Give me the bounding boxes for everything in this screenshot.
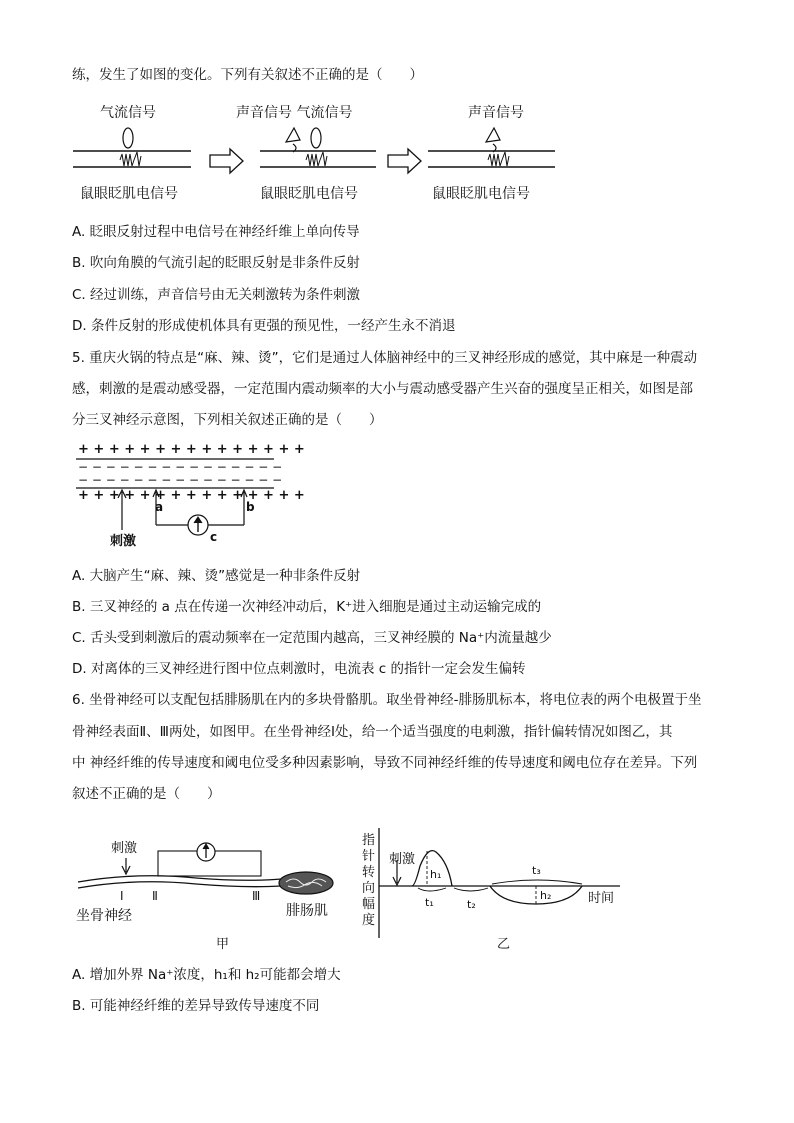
muscle-label: 腓肠肌	[286, 903, 328, 919]
deflection-graph	[360, 826, 660, 952]
option-a: A. 大脑产生“麻、辣、烫”感觉是一种非条件反射	[72, 568, 361, 584]
trigeminal-nerve-figure	[76, 440, 305, 550]
q6-stem-line4: 叙述不正确的是（ ）	[72, 786, 221, 802]
q6-stem-line2: 骨神经表面Ⅱ、Ⅲ两处，如图甲。在坐骨神经Ⅰ处，给一个适当强度的电刺激，指针偏转情况如图乙，其	[72, 724, 673, 740]
x-axis-label: 时间	[588, 891, 615, 906]
option-c: C. 经过训练，声音信号由无关刺激转为条件刺激	[72, 287, 361, 303]
sound-label: 声音信号	[468, 105, 524, 121]
airflow-label: 气流信号	[100, 105, 156, 121]
q5-stem-line3: 分三叉神经示意图，下列相关叙述正确的是（ ）	[72, 412, 383, 428]
y-axis-char: 针	[362, 849, 376, 864]
option-d: D. 对离体的三叉神经进行图中位点刺激时，电流表 c 的指针一定会发生偏转	[72, 661, 526, 677]
figure-caption-yi: 乙	[497, 937, 511, 952]
option-d: D. 条件反射的形成使机体具有更强的预见性，一经产生永不消退	[72, 318, 456, 334]
option-b: B. 三叉神经的 a 点在传递一次神经冲动后，K⁺进入细胞是通过主动运输完成的	[72, 599, 542, 615]
option-b: B. 吹向角膜的气流引起的眨眼反射是非条件反射	[72, 255, 360, 271]
bottom-plus-row: + + + + + + + + + + + + + + +	[78, 488, 305, 503]
blink-signal-label: 鼠眼眨肌电信号	[80, 186, 178, 202]
meter-c-label: c	[210, 530, 218, 544]
y-axis-char: 转	[362, 865, 376, 880]
stimulus-label: 刺激	[110, 534, 137, 549]
q6-stem-line3: 中 神经纤维的传导速度和阈电位受多种因素影响，导致不同神经纤维的传导速度和阈电位存在差异。下列	[72, 755, 698, 771]
q5-stem-line2: 感，刺激的是震动感受器，一定范围内震动频率的大小与震动感受器产生兴奋的强度呈正相关，如图是部	[72, 381, 693, 397]
option-a: A. 增加外界 Na⁺浓度，h₁和 h₂可能都会增大	[72, 967, 341, 983]
electrode-b-label: b	[246, 500, 255, 514]
point-1-label: Ⅰ	[120, 889, 124, 903]
h1-label: h₁	[430, 868, 442, 881]
sound-airflow-label: 声音信号 气流信号	[236, 105, 353, 121]
option-a: A. 眨眼反射过程中电信号在神经纤维上单向传导	[72, 224, 360, 240]
point-2-label: Ⅱ	[152, 889, 158, 903]
minus-row-1: − − − − − − − − − − − − − − −	[78, 460, 283, 474]
y-axis-char: 幅	[362, 897, 376, 912]
electrode-a-label: a	[155, 500, 164, 514]
y-axis-char: 度	[362, 913, 376, 928]
t1-label: t₁	[425, 896, 434, 909]
blink-signal-label: 鼠眼眨肌电信号	[432, 186, 530, 202]
q6-stem-line1: 6. 坐骨神经可以支配包括腓肠肌在内的多块骨骼肌。取坐骨神经-腓肠肌标本，将电位表的两个电极置于坐	[72, 692, 702, 708]
nerve-label: 坐骨神经	[76, 908, 132, 924]
t2-label: t₂	[467, 898, 476, 911]
h2-label: h₂	[540, 889, 552, 902]
blink-reflex-figure	[70, 100, 570, 205]
question-stem: 练，发生了如图的变化。下列有关叙述不正确的是（ ）	[72, 67, 423, 83]
minus-row-2: − − − − − − − − − − − − − − −	[78, 473, 283, 487]
stimulus-label: 刺激	[111, 841, 138, 856]
option-c: C. 舌头受到刺激后的震动频率在一定范围内越高，三叉神经膜的 Na⁺内流量越少	[72, 630, 552, 646]
q5-stem-line1: 5. 重庆火锅的特点是“麻、辣、烫”，它们是通过人体脑神经中的三叉神经形成的感觉，其中麻是一种震动	[72, 350, 698, 366]
figure-caption-jia: 甲	[216, 937, 230, 952]
stimulus-label: 刺激	[389, 852, 416, 867]
muscle-icon	[279, 872, 333, 894]
point-3-label: Ⅲ	[252, 889, 261, 903]
y-axis-char: 指	[362, 833, 376, 848]
blink-signal-label: 鼠眼眨肌电信号	[260, 186, 358, 202]
plus-row: + + + + + + + + + + + + + + +	[78, 442, 305, 457]
t3-label: t₃	[532, 864, 541, 877]
sciatic-nerve-figure	[76, 832, 356, 952]
option-b: B. 可能神经纤维的差异导致传导速度不同	[72, 998, 320, 1014]
y-axis-char: 向	[362, 881, 376, 896]
